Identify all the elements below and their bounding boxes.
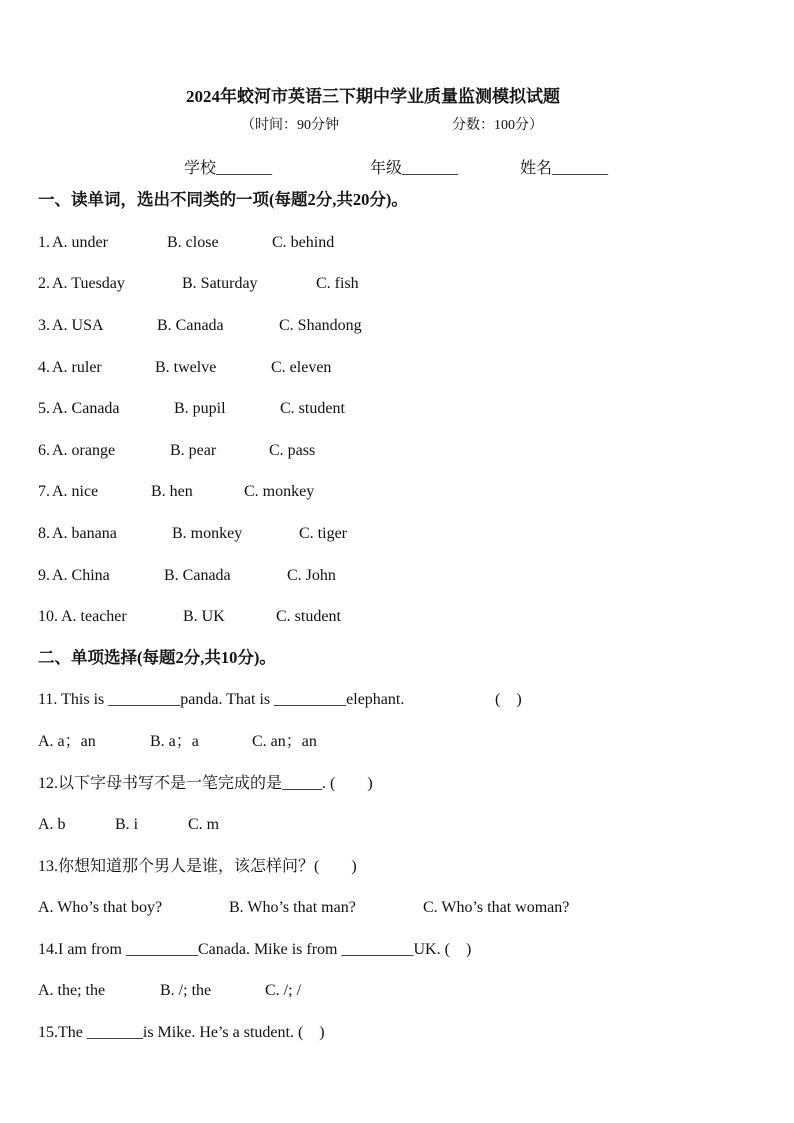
question-8-option-b: B. monkey [172,525,243,542]
question-9-number: 9. [38,567,50,584]
question-2-option-a: A. Tuesday [52,275,125,292]
question-12-option-b: B. i [115,816,139,833]
question-2-option-c: C. fish [316,275,359,292]
question-9-option-a: A. China [52,567,110,584]
question-6-number: 6. [38,442,50,459]
question-9-option-b: B. Canada [164,567,231,584]
question-14-option-a: A. the; the [38,982,106,999]
question-6-option-a: A. orange [52,442,116,459]
question-10-number: 10. [38,608,58,625]
question-3-option-c: C. Shandong [279,317,362,334]
question-12-option-c: C. m [188,816,220,833]
question-1-number: 1. [38,234,50,251]
question-5-option-c: C. student [280,400,345,417]
question-7-number: 7. [38,483,50,500]
question-3-option-a: A. USA [52,317,104,334]
question-11-option-b: B. a；a [150,733,199,750]
question-13-option-b: B. Who’s that man? [229,899,356,916]
question-8-option-a: A. banana [52,525,117,542]
question-2-option-b: B. Saturday [182,275,258,292]
question-8-number: 8. [38,525,50,542]
question-4-number: 4. [38,359,50,376]
question-11-option-c: C. an；an [252,733,317,750]
question-13-option-a: A. Who’s that boy? [38,899,163,916]
question-14-stem: 14.I am from _________Canada. Mike is from _________UK. ( ) [38,941,472,958]
score-info: 分数：100分） [452,118,543,133]
question-11-stem: 11. This is _________panda. That is _________elephant. [38,691,405,708]
school-field: 学校_______ [184,160,273,177]
grade-field: 年级_______ [370,160,459,177]
question-1-option-a: A. under [52,234,108,251]
question-10-option-b: B. UK [183,608,225,625]
question-1-option-b: B. close [167,234,219,251]
question-13-stem: 13.你想知道那个男人是谁，该怎样问？( ) [38,858,357,875]
question-4-option-c: C. eleven [271,359,332,376]
question-5-option-b: B. pupil [174,400,226,417]
section2-heading: 二、单项选择(每题2分,共10分)。 [38,648,276,667]
question-12-option-a: A. b [38,816,66,833]
question-6-option-b: B. pear [170,442,217,459]
question-15-stem: 15.The _______is Mike. He’s a student. ( ) [38,1024,325,1041]
time-info: （时间：90分钟 [241,118,339,133]
question-7-option-c: C. monkey [244,483,315,500]
question-3-option-b: B. Canada [157,317,224,334]
question-10-option-c: C. student [276,608,341,625]
question-1-option-c: C. behind [272,234,335,251]
question-5-option-a: A. Canada [52,400,120,417]
question-7-option-b: B. hen [151,483,193,500]
question-12-stem: 12.以下字母书写不是一笔完成的是_____. ( ) [38,775,373,792]
section1-heading: 一、读单词，选出不同类的一项(每题2分,共20分)。 [38,190,408,209]
question-8-option-c: C. tiger [299,525,347,542]
question-14-option-c: C. /; / [265,982,302,999]
question-10-option-a: A. teacher [61,608,127,625]
question-4-option-b: B. twelve [155,359,217,376]
question-2-number: 2. [38,275,50,292]
page-title: 2024年蛟河市英语三下期中学业质量监测模拟试题 [186,87,560,106]
question-11-answer-paren: ( ) [495,691,522,708]
question-14-option-b: B. /; the [160,982,212,999]
question-6-option-c: C. pass [269,442,316,459]
question-5-number: 5. [38,400,50,417]
question-9-option-c: C. John [287,567,336,584]
question-4-option-a: A. ruler [52,359,102,376]
question-3-number: 3. [38,317,50,334]
question-11-option-a: A. a；an [38,733,96,750]
name-field: 姓名_______ [520,160,609,177]
question-13-option-c: C. Who’s that woman? [423,899,570,916]
question-7-option-a: A. nice [52,483,99,500]
